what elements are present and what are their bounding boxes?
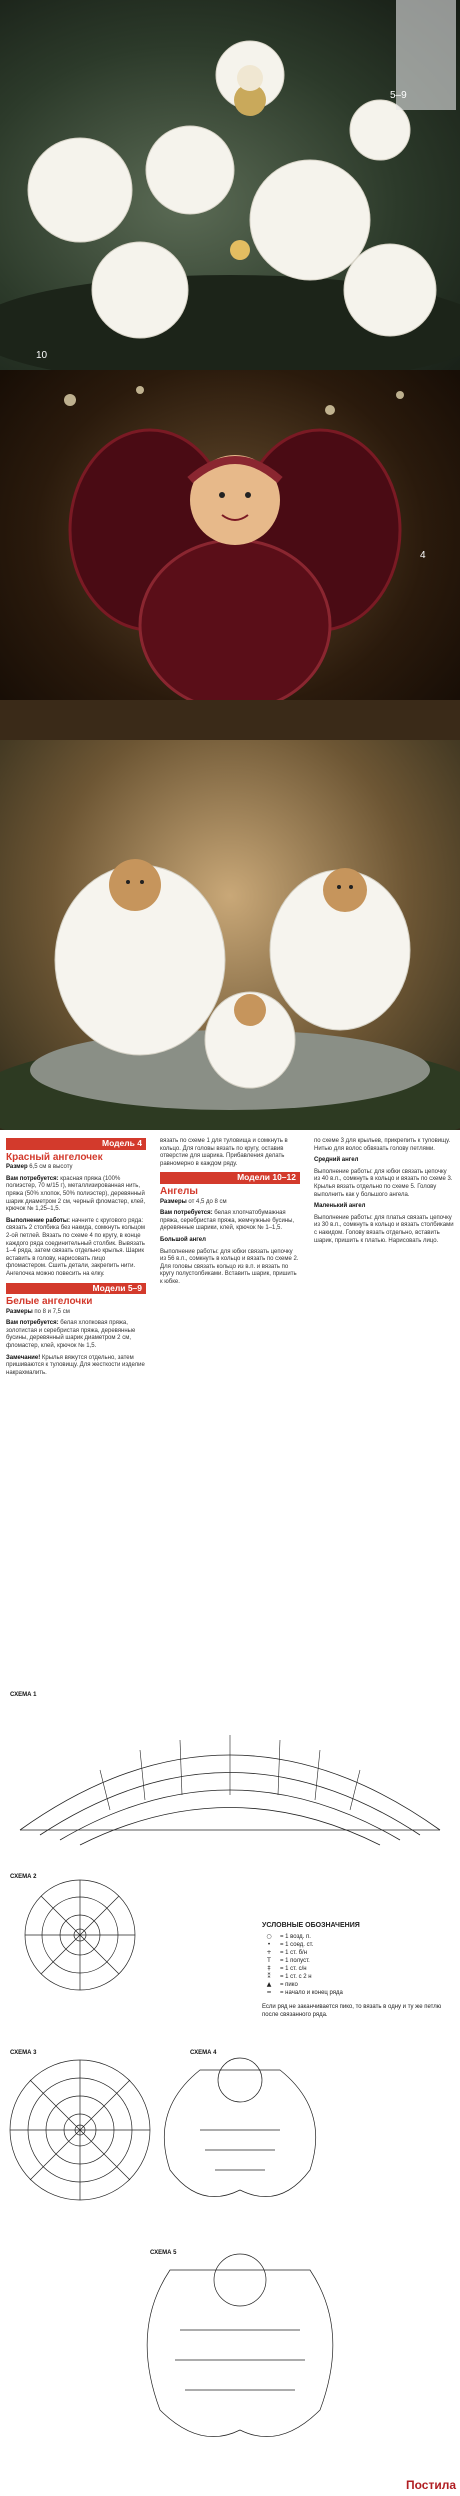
big-angel-label: Большой ангел	[160, 1236, 206, 1243]
materials3-text: белая хлопчатобумажная пряжа, серебристая пряжа, жемчужные бусины, деревянные шарики, клей, крючок № 1–1,5.	[160, 1210, 295, 1232]
photo-red-angel-art	[0, 370, 460, 740]
note-label: Замечание!	[6, 1354, 41, 1361]
legend-item: + = 1 ст. б/н	[266, 1949, 308, 1956]
instructions-text	[0, 1130, 460, 1690]
legend-item: ▲ = пико	[266, 1981, 298, 1988]
model-10-12-heading: Модели 10–12	[160, 1172, 300, 1184]
size-label: Размер	[6, 1164, 28, 1171]
photo-label-4: 4	[420, 550, 426, 561]
note-text: Крылья вяжутся отдельно, затем пришиваются к туловищу. Для жесткости изделие накрахмалить.	[6, 1354, 145, 1376]
col3-cont: по схеме 3 для крыльев, прикрепить к туловищу. Нитью для волос обвязать голову петлями.	[314, 1138, 451, 1152]
legend-item: T = 1 полуст.	[267, 1957, 310, 1964]
materials-text: красная пряжа (100% полиэстер, 70 м/15 г), металлизированная нить, пряжа (50% хлопок, 50% полиэстер), деревянный шарик диаметром 2 см, черный фломастер, клей, крючок № 1,25–1,5.	[6, 1175, 146, 1213]
legend-item: ━ = начало и конец ряда	[267, 1989, 343, 1996]
photo-angels-group	[0, 0, 460, 370]
small-angel-text: Выполнение работы: для платья связать цепочку из 30 в.п., сомкнуть в кольцо и вязать столбиками с накидом. Голову вязать отдельно, вставить шарик, пришить к платью. Нарисовать лицо.	[314, 1214, 454, 1244]
legend-note: Если ряд не заканчивается пико, то вязать в одну и ту же петлю после связанного ряда.	[262, 2004, 442, 2018]
text-column-2	[160, 1138, 300, 1291]
small-angel-label: Маленький ангел	[314, 1203, 366, 1210]
materials2-text: белая хлопковая пряжа, золотистая и серебристая пряжа, деревянные бусины, деревянный шарик диаметром 2 см, фломастер, клей, крючок № 1,5.	[6, 1320, 136, 1350]
legend-item: ‡ = 1 ст. с/н	[267, 1965, 307, 1972]
scheme-1-label: СХЕМА 1	[10, 1692, 37, 1698]
legend-item: ○ = 1 возд. п.	[266, 1933, 311, 1940]
photo-label-10: 10	[36, 350, 48, 361]
model-10-12-title: Ангелы	[160, 1185, 198, 1197]
scheme-4-label: СХЕМА 4	[190, 2050, 217, 2056]
photo-white-angels	[0, 740, 460, 1130]
scheme-5-label: СХЕМА 5	[150, 2250, 177, 2256]
materials-label: Вам потребуется:	[6, 1175, 59, 1182]
work-text: начните с кругового ряда: связать 2 столбика без накида, сомкнуть кольцом 2-ой петлей. Вязать по схеме 4 по кругу, в конце каждого ряда соединительный столбик. Вывязать 1–4 ряда, затем связать отдельно крылья. Шарик вставить в голову, нарисовать лицо фломастером. Сшить детали, закрепить нити. Ангелочка можно повесить на елку.	[6, 1217, 145, 1277]
photo-red-angel	[0, 370, 460, 740]
legend	[262, 1922, 452, 2019]
materials2-label: Вам потребуется:	[6, 1320, 59, 1327]
size2-label: Размеры	[6, 1308, 33, 1315]
mid-angel-text: Выполнение работы: для юбки связать цепочку из 40 в.п., сомкнуть в кольцо и вязать по схеме 3. Крылья вязать отдельно по схеме 5. Голову выполнить как у большого ангела.	[314, 1168, 453, 1198]
photo-angels-group-art	[0, 0, 460, 370]
scheme-3-label: СХЕМА 3	[10, 2050, 37, 2056]
model-5-9-title: Белые ангелочки	[6, 1296, 93, 1308]
big-angel-text: Выполнение работы: для юбки связать цепочку из 56 в.п., сомкнуть в кольцо и вязать по схеме 2. Для головы связать кольцо из в.п. и вязать по кругу полустолбиками. Вставить шарик, пришить к юбке.	[160, 1248, 299, 1285]
model-5-9-heading: Модели 5–9	[6, 1283, 146, 1295]
photo-white-angels-art	[0, 740, 460, 1130]
text-column-3	[314, 1138, 454, 1249]
mid-angel-label: Средний ангел	[314, 1157, 359, 1164]
legend-title: УСЛОВНЫЕ ОБОЗНАЧЕНИЯ	[262, 1922, 360, 1929]
col2-intro: вязать по схеме 1 для туловища и сомкнуть в кольцо. Для головы вязать по кругу, оставив отверстие для шарика. Прибавления делать равномерно в каждом ряду.	[160, 1138, 288, 1167]
size3-label: Размеры	[160, 1198, 187, 1205]
size-text: 6,5 см в высоту	[29, 1164, 73, 1171]
work-label: Выполнение работы:	[6, 1217, 70, 1224]
photo-label-5-9: 5–9	[390, 90, 407, 101]
scheme-2-label: СХЕМА 2	[10, 1874, 37, 1880]
text-column-1	[6, 1138, 146, 1381]
legend-item: • = 1 соед. ст.	[267, 1941, 314, 1948]
legend-item: ⁑ = 1 ст. с 2 н	[267, 1973, 312, 1980]
crochet-schemes	[0, 1690, 460, 2496]
model-4-heading: Модель 4	[6, 1138, 146, 1150]
materials3-label: Вам потребуется:	[160, 1210, 213, 1217]
size3-text: от 4,5 до 8 см	[188, 1198, 227, 1205]
scheme-diagrams	[0, 1690, 460, 2496]
size2-text: по 8 и 7,5 см	[34, 1308, 70, 1315]
model-4-title: Красный ангелочек	[6, 1151, 103, 1163]
watermark: Постила	[405, 2478, 456, 2492]
